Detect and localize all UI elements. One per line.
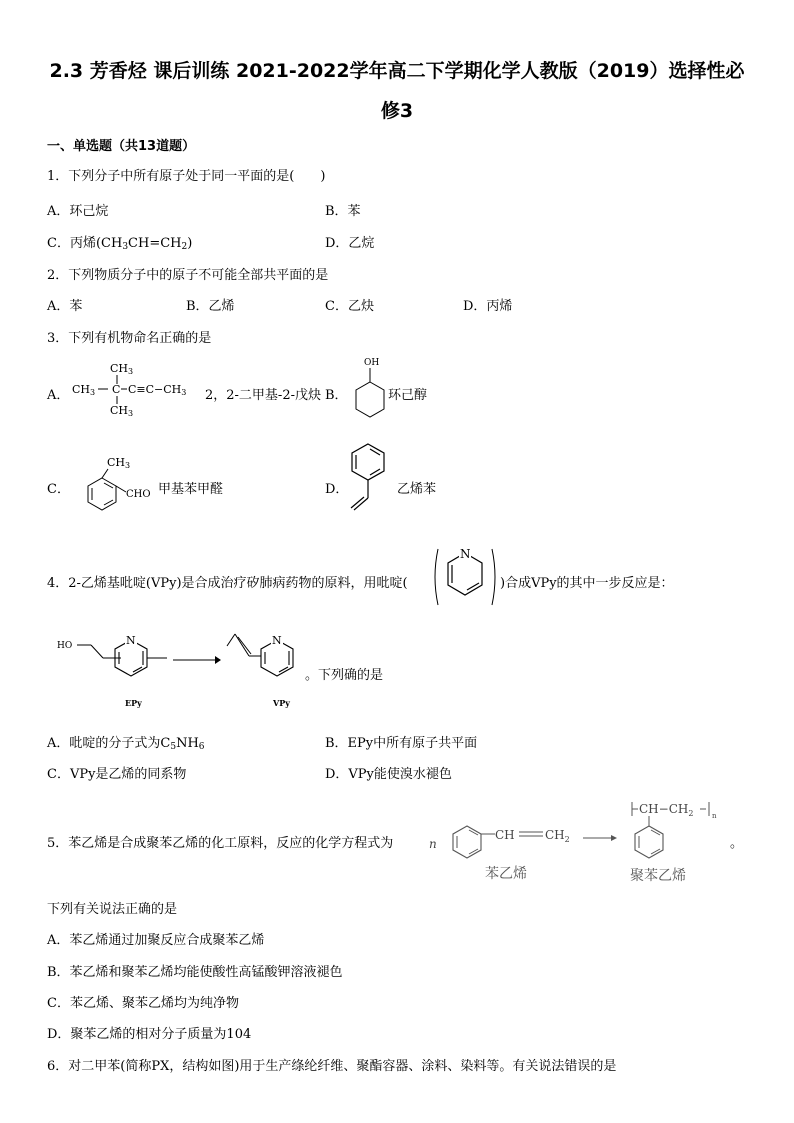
q1-option-a: A．环己烷 (47, 204, 109, 219)
q3-option-a-label: A． (47, 388, 70, 403)
q4-tail: 。下列确的是 (305, 668, 384, 683)
q4-epy-label: EPy (125, 698, 142, 708)
q1-option-c: C．丙烯$(CH_3CH=CH_2)$ (47, 236, 193, 252)
q4-option-a: A．吡啶的分子式为$C_5NH_6$ (47, 736, 205, 752)
q5-ch: CH (495, 828, 515, 842)
q4-epy-n: N (126, 634, 136, 647)
q5-poly-n: n (712, 812, 717, 820)
q3-option-c-structure (70, 452, 160, 517)
q3-option-a-name: 2，2-二甲基-2-戊炔 (205, 388, 321, 403)
q5-polymer-chain: $CH-CH_2$ (639, 802, 694, 818)
q5-end-mark: 。 (730, 836, 744, 851)
q1-option-b: B．苯 (325, 204, 361, 219)
q2-option-d: D．丙烯 (463, 299, 513, 314)
q3-option-b-label: B． (325, 388, 348, 403)
doc-title-line2: 修3 (380, 100, 414, 122)
section-heading: 一、单选题（共13道题） (47, 139, 196, 154)
q3a-chain: C≡C−CH3 (128, 383, 187, 397)
q5-polymer-name: 聚苯乙烯 (630, 868, 686, 884)
q1-stem: 1．下列分子中所有原子处于同一平面的是( ) (47, 169, 326, 184)
q2-option-a: A．苯 (47, 299, 83, 314)
q6-stem: 6．对二甲苯(简称PX，结构如图)用于生产绦纶纤维、聚酯容器、涂料、染料等。有关说法错误的是 (47, 1059, 617, 1074)
q4-pyridine-n: N (460, 547, 471, 561)
q5-option-b: B．苯乙烯和聚苯乙烯均能使酸性高锰酸钾溶液褪色 (47, 965, 343, 980)
q5-intro: 下列有关说法正确的是 (47, 902, 178, 917)
q3a-central-c: C (112, 383, 121, 396)
q4-vpy-n: N (272, 634, 282, 647)
q3-option-b-name: 环己醇 (388, 388, 428, 403)
q1-option-d: D．乙烷 (325, 236, 375, 251)
q4-stem-post: )合成VPy的其中一步反应是： (500, 576, 674, 591)
q4-option-b: B．EPy中所有原子共平面 (325, 736, 478, 751)
q3a-ch3-bottom: CH3 (110, 404, 134, 418)
q3c-cho: CHO (126, 489, 151, 500)
q3-option-b-cyclohexanol (342, 354, 392, 429)
q5-option-c: C．苯乙烯、聚苯乙烯均为纯净物 (47, 996, 239, 1011)
q3c-ch3: CH3 (107, 456, 131, 470)
q4-option-c: C．VPy是乙烯的同系物 (47, 767, 187, 782)
q4-option-d: D．VPy能使溴水褪色 (325, 767, 452, 782)
q3-option-d-name: 乙烯苯 (397, 482, 437, 497)
q3-option-c-label: C． (47, 482, 70, 497)
q3-option-d-label: D． (325, 482, 349, 497)
q5-option-d: D．聚苯乙烯的相对分子质量为104 (47, 1027, 252, 1042)
q4-pyridine-structure (430, 545, 500, 610)
q4-ho: HO (57, 641, 73, 651)
q3a-ch3-top: CH3 (110, 362, 134, 376)
q3a-ch3-left: CH3 (72, 383, 96, 397)
q5-n: n (429, 837, 437, 851)
doc-title-line1: 2.3 芳香烃 课后训练 2021-2022学年高二下学期化学人教版（2019）选择性必 (49, 60, 745, 82)
q4-reaction-scheme (55, 628, 310, 713)
q5-equation (425, 790, 730, 890)
q3-option-a-structure (70, 360, 205, 418)
q3-option-c-name: 甲基苯甲醛 (158, 482, 224, 497)
q5-option-a: A．苯乙烯通过加聚反应合成聚苯乙烯 (47, 933, 265, 948)
q5-monomer-name: 苯乙烯 (485, 866, 527, 882)
q4-stem-pre: 4．2-乙烯基吡啶(VPy)是合成治疗矽肺病药物的原料，用吡啶( (47, 576, 408, 591)
q3b-oh: OH (364, 358, 380, 368)
q2-option-c: C．乙炔 (325, 299, 374, 314)
q4-vpy-label: VPy (273, 698, 290, 708)
q3-option-d-styrene (342, 440, 400, 530)
q2-option-b: B．乙烯 (186, 299, 235, 314)
q5-stem: 5．苯乙烯是合成聚苯乙烯的化工原料，反应的化学方程式为 (47, 836, 394, 851)
q3-stem: 3．下列有机物命名正确的是 (47, 331, 212, 346)
q2-stem: 2．下列物质分子中的原子不可能全部共平面的是 (47, 268, 329, 283)
q5-ch2: $CH_2$ (545, 828, 570, 844)
